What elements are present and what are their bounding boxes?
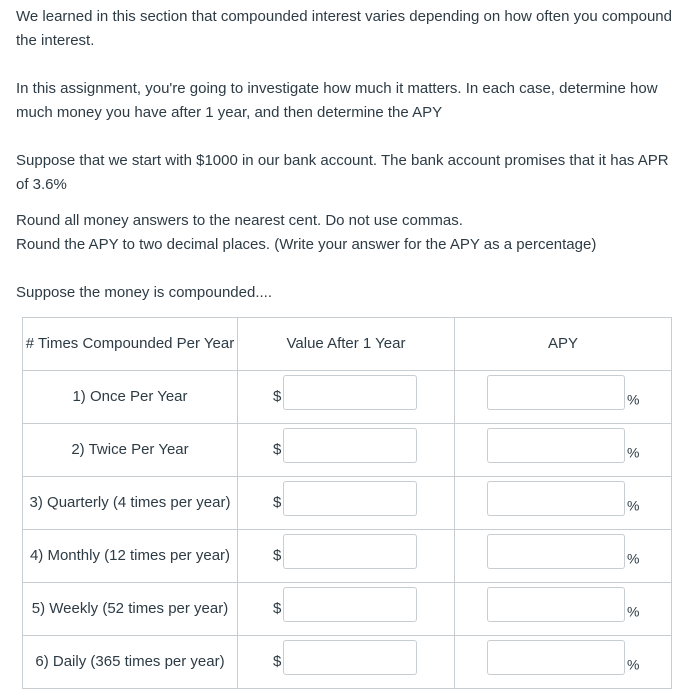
table-row	[23, 636, 672, 689]
row-label: 4) Monthly (12 times per year)	[23, 530, 238, 583]
intro-paragraph-3: Suppose that we start with $1000 in our bank account. The bank account promises that it has APR of 3.6%	[16, 152, 669, 193]
value-input-weekly[interactable]	[283, 587, 417, 622]
table-row	[23, 530, 672, 583]
value-input-daily[interactable]	[283, 640, 417, 675]
table-row	[23, 583, 672, 636]
row-label: 3) Quarterly (4 times per year)	[23, 477, 238, 530]
apy-input-daily[interactable]	[487, 640, 625, 675]
dollar-sign: $	[273, 388, 282, 405]
rounding-line-apy: Round the APY to two decimal places. (Write your answer for the APY as a percentage)	[16, 236, 597, 253]
rounding-instructions	[16, 209, 596, 257]
row-label: 5) Weekly (52 times per year)	[23, 583, 238, 636]
percent-sign: %	[627, 603, 640, 620]
intro-paragraph-1: We learned in this section that compounded interest varies depending on how often you compound the interest.	[16, 8, 672, 49]
apy-input-weekly[interactable]	[487, 587, 625, 622]
table-row	[23, 477, 672, 530]
value-input-quarterly[interactable]	[283, 481, 417, 516]
row-label: 2) Twice Per Year	[23, 424, 238, 477]
percent-sign: %	[627, 391, 640, 408]
percent-sign: %	[627, 550, 640, 567]
header-times-compounded: # Times Compounded Per Year	[23, 318, 238, 371]
apy-input-quarterly[interactable]	[487, 481, 625, 516]
value-input-twice[interactable]	[283, 428, 417, 463]
dollar-sign: $	[273, 653, 282, 670]
lead-in-text: Suppose the money is compounded....	[16, 284, 272, 301]
value-input-once[interactable]	[283, 375, 417, 410]
table-header-row	[23, 318, 672, 371]
dollar-sign: $	[273, 600, 282, 617]
percent-sign: %	[627, 497, 640, 514]
row-label: 6) Daily (365 times per year)	[23, 636, 238, 689]
compounding-table	[22, 317, 672, 689]
dollar-sign: $	[273, 547, 282, 564]
percent-sign: %	[627, 656, 640, 673]
table-row	[23, 371, 672, 424]
rounding-line-money: Round all money answers to the nearest cent. Do not use commas.	[16, 212, 463, 229]
dollar-sign: $	[273, 494, 282, 511]
header-value-after-year: Value After 1 Year	[238, 318, 455, 371]
header-apy: APY	[455, 318, 672, 371]
apy-input-monthly[interactable]	[487, 534, 625, 569]
percent-sign: %	[627, 444, 640, 461]
row-label: 1) Once Per Year	[23, 371, 238, 424]
dollar-sign: $	[273, 441, 282, 458]
intro-paragraph-2: In this assignment, you're going to investigate how much it matters. In each case, determine how much money you have after 1 year, and then determine the APY	[16, 80, 658, 121]
apy-input-once[interactable]	[487, 375, 625, 410]
value-input-monthly[interactable]	[283, 534, 417, 569]
apy-input-twice[interactable]	[487, 428, 625, 463]
table-row	[23, 424, 672, 477]
